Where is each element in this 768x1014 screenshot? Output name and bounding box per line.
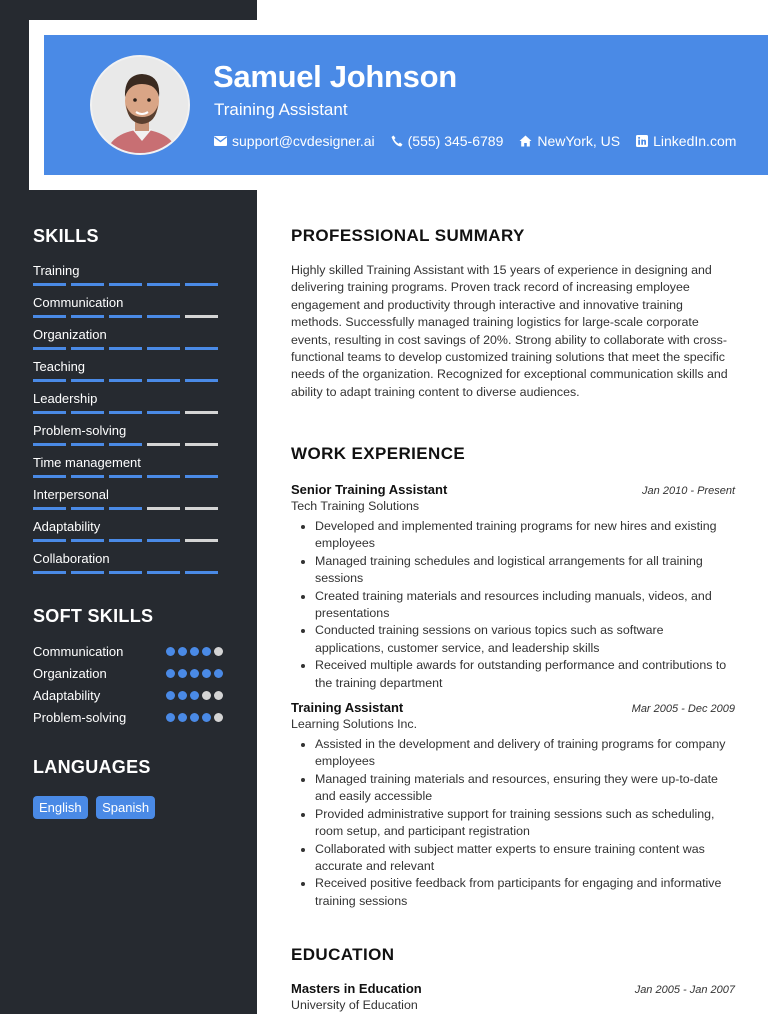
soft-skill-item — [33, 688, 223, 703]
job-company: Learning Solutions Inc. — [291, 717, 418, 732]
skill-level-segment — [109, 347, 142, 350]
skill-level-segment — [71, 539, 104, 542]
summary-section — [291, 226, 735, 401]
skill-level-segment — [185, 507, 218, 510]
avatar-portrait — [92, 57, 190, 155]
skill-level-segment — [33, 411, 66, 414]
skill-level-segment — [147, 379, 180, 382]
soft-skill-item — [33, 666, 223, 681]
skill-level-segment — [109, 539, 142, 542]
rating-dot — [166, 669, 175, 678]
soft-skill-rating — [163, 669, 223, 678]
soft-skill-label: Communication — [33, 644, 124, 659]
skill-level-segment — [33, 315, 66, 318]
skill-level-segment — [147, 411, 180, 414]
contact-linkedin[interactable] — [636, 133, 736, 149]
contact-row — [214, 133, 752, 149]
skill-item — [33, 551, 223, 574]
soft-skill-label: Problem-solving — [33, 710, 127, 725]
skill-level-segment — [109, 411, 142, 414]
skill-label: Organization — [33, 327, 107, 342]
job-bullet: • Managed training materials and resources, ensuring they were up-to-date and easily accessible — [315, 771, 735, 806]
linkedin-icon — [636, 135, 648, 147]
rating-dot — [178, 647, 187, 656]
rating-dot — [178, 691, 187, 700]
skill-level-segment — [147, 315, 180, 318]
languages-title: LANGUAGES — [33, 757, 151, 777]
candidate-role: Training Assistant — [214, 100, 348, 119]
job-bullet: • Collaborated with subject matter experts to ensure training content was accurate and relevant — [315, 841, 735, 876]
skill-level-segment — [109, 315, 142, 318]
skill-item — [33, 263, 223, 286]
phone-text: (555) 345-6789 — [407, 133, 504, 149]
job-entry — [291, 700, 735, 910]
skill-level-segment — [33, 507, 66, 510]
home-icon — [519, 135, 532, 147]
skill-label: Adaptability — [33, 519, 101, 534]
skill-level-segment — [33, 283, 66, 286]
email-text: support@cvdesigner.ai — [232, 133, 375, 149]
skill-level-segment — [185, 411, 218, 414]
skill-level-segment — [147, 571, 180, 574]
skill-label: Problem-solving — [33, 423, 127, 438]
skill-label: Training — [33, 263, 80, 278]
soft-skill-rating — [163, 691, 223, 700]
job-bullet: • Received positive feedback from participants for engaging and informative training sessions — [315, 875, 735, 910]
header — [44, 35, 768, 175]
skill-level-segment — [109, 571, 142, 574]
rating-dot — [166, 713, 175, 722]
rating-dot — [214, 713, 223, 722]
school: University of Education — [291, 998, 418, 1012]
skill-level-bar — [33, 443, 223, 446]
skill-level-bar — [33, 315, 223, 318]
skill-level-segment — [185, 283, 218, 286]
job-header — [291, 482, 735, 497]
skill-label: Communication — [33, 295, 124, 310]
skill-level-segment — [33, 475, 66, 478]
job-bullets — [291, 518, 735, 692]
job-bullet: • Assisted in the development and delivery of training programs for company employees — [315, 736, 735, 771]
skill-item — [33, 359, 223, 382]
rating-dot — [190, 713, 199, 722]
job-entry — [291, 482, 735, 692]
job-bullet: • Conducted training sessions on various topics such as software applications, customer service, and leadership skills — [315, 622, 735, 657]
job-bullet: • Received multiple awards for outstanding performance and contributions to the training department — [315, 657, 735, 692]
skill-item — [33, 391, 223, 414]
skill-level-segment — [109, 507, 142, 510]
skill-label: Interpersonal — [33, 487, 109, 502]
rating-dot — [178, 669, 187, 678]
skill-level-segment — [71, 315, 104, 318]
education-date: Jan 2005 - Jan 2007 — [634, 984, 735, 996]
soft-skills-section — [33, 606, 223, 736]
skill-level-segment — [185, 571, 218, 574]
skill-level-segment — [185, 379, 218, 382]
soft-skill-item — [33, 710, 223, 725]
rating-dot — [166, 647, 175, 656]
skill-level-segment — [33, 379, 66, 382]
skill-level-segment — [147, 283, 180, 286]
summary-text: Highly skilled Training Assistant with 15 years of experience in designing and delivering training programs. Proven track record of increasing employee engagement and productivity through interactive and innovative training methods. Successfully managed training logistics for large-scale corporate events, resulting in cost savings of 20%. Strong ability to collaborate with cross-functional teams to develop customized training solutions that meet the specific needs of the organization. Recognized for exceptional communication skills and ability to adapt training content to diverse audiences. — [291, 263, 728, 399]
envelope-icon — [214, 136, 227, 146]
skill-label: Leadership — [33, 391, 98, 406]
skill-level-segment — [185, 539, 218, 542]
location-text: NewYork, US — [537, 133, 621, 149]
skill-level-segment — [109, 283, 142, 286]
skill-level-segment — [33, 539, 66, 542]
experience-title: WORK EXPERIENCE — [291, 444, 466, 463]
education-title: EDUCATION — [291, 945, 395, 964]
skill-level-bar — [33, 571, 223, 574]
skill-level-segment — [147, 475, 180, 478]
skill-level-segment — [147, 443, 180, 446]
job-bullet: • Provided administrative support for training sessions such as scheduling, room setup, and participant registration — [315, 806, 735, 841]
rating-dot — [202, 669, 211, 678]
language-list — [33, 796, 223, 819]
skill-level-segment — [71, 507, 104, 510]
skill-item — [33, 295, 223, 318]
skills-title: SKILLS — [33, 226, 99, 246]
soft-skill-rating — [163, 713, 223, 722]
skill-level-bar — [33, 507, 223, 510]
language-pill: Spanish — [96, 796, 155, 819]
summary-title: PROFESSIONAL SUMMARY — [291, 226, 525, 245]
skill-level-segment — [71, 475, 104, 478]
skill-level-segment — [109, 379, 142, 382]
skill-level-bar — [33, 539, 223, 542]
job-title: Senior Training Assistant — [291, 482, 448, 497]
skill-item — [33, 423, 223, 446]
soft-skill-rating — [163, 647, 223, 656]
job-bullet: • Created training materials and resources including manuals, videos, and presentations — [315, 588, 735, 623]
skill-level-bar — [33, 379, 223, 382]
rating-dot — [214, 647, 223, 656]
skill-level-segment — [71, 283, 104, 286]
job-date: Jan 2010 - Present — [642, 485, 735, 497]
skill-level-segment — [33, 571, 66, 574]
contact-email[interactable] — [214, 133, 375, 149]
rating-dot — [202, 647, 211, 656]
job-bullet: • Developed and implemented training programs for new hires and existing employees — [315, 518, 735, 553]
skill-label: Time management — [33, 455, 141, 470]
soft-skill-item — [33, 644, 223, 659]
skills-section — [33, 226, 223, 586]
experience-section — [291, 444, 735, 910]
skill-level-bar — [33, 411, 223, 414]
degree: Masters in Education — [291, 981, 422, 996]
skill-level-segment — [71, 347, 104, 350]
rating-dot — [202, 713, 211, 722]
rating-dot — [190, 691, 199, 700]
job-bullet: • Managed training schedules and logistical arrangements for all training sessions — [315, 553, 735, 588]
skill-item — [33, 327, 223, 350]
job-title: Training Assistant — [291, 700, 404, 716]
candidate-name: Samuel Johnson — [213, 59, 457, 94]
skill-item — [33, 455, 223, 478]
phone-icon — [391, 135, 403, 147]
rating-dot — [190, 647, 199, 656]
avatar — [90, 55, 190, 155]
skill-level-bar — [33, 475, 223, 478]
education-section — [291, 945, 735, 1012]
skill-level-segment — [109, 475, 142, 478]
job-bullets — [291, 736, 735, 910]
skill-level-segment — [147, 539, 180, 542]
soft-skills-title: SOFT SKILLS — [33, 606, 154, 626]
skill-level-segment — [147, 507, 180, 510]
skill-level-bar — [33, 347, 223, 350]
soft-skill-label: Organization — [33, 666, 107, 681]
skill-level-segment — [147, 347, 180, 350]
skill-level-segment — [109, 443, 142, 446]
language-pill: English — [33, 796, 88, 819]
rating-dot — [178, 713, 187, 722]
skill-level-segment — [71, 379, 104, 382]
contact-phone[interactable] — [391, 133, 504, 149]
education-header — [291, 981, 735, 996]
rating-dot — [214, 669, 223, 678]
rating-dot — [202, 691, 211, 700]
linkedin-text: LinkedIn.com — [653, 133, 737, 149]
skill-level-bar — [33, 283, 223, 286]
skill-level-segment — [33, 347, 66, 350]
skill-level-segment — [33, 443, 66, 446]
rating-dot — [190, 669, 199, 678]
skill-item — [33, 487, 223, 510]
job-date: Mar 2005 - Dec 2009 — [631, 703, 735, 716]
rating-dot — [214, 691, 223, 700]
skill-level-segment — [185, 443, 218, 446]
skill-level-segment — [71, 411, 104, 414]
skill-label: Teaching — [33, 359, 86, 374]
skill-level-segment — [185, 347, 218, 350]
soft-skill-label: Adaptability — [33, 688, 101, 703]
job-company: Tech Training Solutions — [291, 499, 420, 513]
skill-label: Collaboration — [33, 551, 110, 566]
skill-level-segment — [71, 571, 104, 574]
skill-item — [33, 519, 223, 542]
job-header — [291, 700, 735, 715]
skill-level-segment — [185, 315, 218, 318]
skill-level-segment — [185, 475, 218, 478]
rating-dot — [166, 691, 175, 700]
languages-section — [33, 757, 223, 819]
skill-level-segment — [71, 443, 104, 446]
contact-location — [519, 133, 620, 149]
